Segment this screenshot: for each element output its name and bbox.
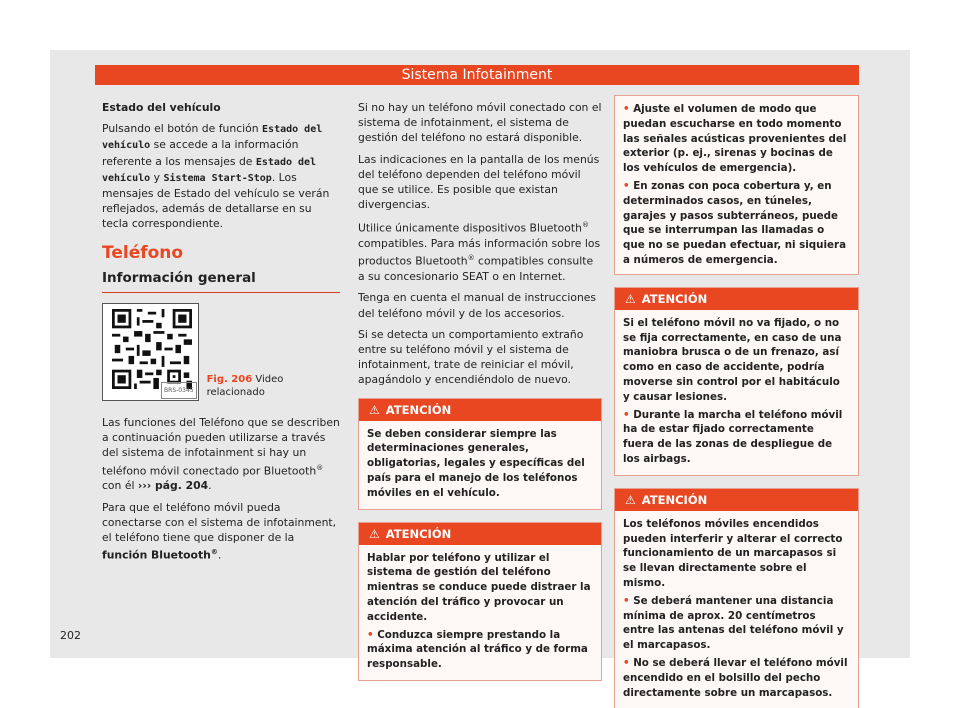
warning-box-2: ⚠ ATENCIÓN Hablar por teléfono y utilizar el sistema de gestión del teléfono mientras se conduce puede distraer la atención del tráfico y provocar un accidente. • Conduzca siempre prestando la máxima atención al tráfico y de forma responsable. xyxy=(358,522,602,681)
figure xyxy=(102,303,340,401)
paragraph-1: Si no hay un teléfono móvil conectado con el sistema de infotainment, el sistema de gestión del teléfono no estará disponible. xyxy=(358,101,602,145)
warning-icon: ⚠ xyxy=(625,492,636,507)
qr-code-icon xyxy=(109,309,195,389)
estado-title: Estado del vehículo xyxy=(102,101,221,114)
figure-caption: Fig. 206 Video relacionado xyxy=(206,374,284,399)
paragraph-5: Si se detecta un comportamiento extraño entre su teléfono móvil y el sistema de infotainment, trate de reiniciar el móvil, apagándolo y encendiéndolo de nuevo. xyxy=(358,327,584,387)
column-right xyxy=(614,95,859,708)
warning-icon: ⚠ xyxy=(369,402,380,417)
column-left xyxy=(102,100,340,569)
page-reference-link[interactable]: ››› pág. 204 xyxy=(137,479,209,493)
paragraph-4: Tenga en cuenta el manual de instrucciones del teléfono móvil y de los accesorios. xyxy=(358,291,597,320)
funciones-paragraph: Las funciones del Teléfono que se describen a continuación pueden utilizarse a través del sistema de infotainment si hay un teléfono móvil conectado por Bluetooth® con él ››› pág. 204. xyxy=(102,416,340,493)
page-number: 202 xyxy=(60,629,81,642)
warning-box-1: ⚠ ATENCIÓN Se deben considerar siempre las determinaciones generales, obligatorias, legales y específicas del país para el manejo de los teléfonos móviles en el vehículo. xyxy=(358,398,602,510)
paragraph-2: Las indicaciones en la pantalla de los menús del teléfono dependen del teléfono móvil que se utilice. Es posible que existan divergencias. xyxy=(358,152,600,212)
page-header: Sistema Infotainment xyxy=(95,65,859,85)
subsection-title: Información general xyxy=(102,271,340,293)
warning-icon: ⚠ xyxy=(625,291,636,306)
warning-continued-box: • Ajuste el volumen de modo que puedan escucharse en todo momento las señales acústicas provenientes del exterior (p. ej., sirenas y bocinas de los vehículos de emergencia). • En zonas con poca cobertura y, en determinados casos, en túneles, garajes y pasos subterráneos, puede que se interrumpan las llamadas o que no se puedan efectuar, ni siquiera a números de emergencia. xyxy=(614,95,859,275)
para-paragraph: Para que el teléfono móvil pueda conectarse con el sistema de infotainment, el teléfono tiene que disponer de la función Bluetooth®. xyxy=(102,500,337,562)
paragraph-3: Utilice únicamente dispositivos Bluetooth® compatibles. Para más información sobre los productos Bluetooth® compatibles consulte a su concesionario SEAT o en Internet. xyxy=(358,221,601,284)
warning-icon: ⚠ xyxy=(369,526,380,541)
qr-code-image[interactable] xyxy=(102,303,199,401)
column-middle xyxy=(358,100,602,693)
section-title: Teléfono xyxy=(102,242,184,263)
warning-box-3: ⚠ ATENCIÓN Si el teléfono móvil no va fijado, o no se fija correctamente, en caso de una maniobra brusca o de un frenazo, así como en caso de accidente, podría moverse sin control por el habitáculo y causar lesiones. • Durante la marcha el teléfono móvil ha de estar fijado correctamente fuera de las zonas de despliegue de los airbags. xyxy=(614,287,859,476)
figure-code: BRS-0345 xyxy=(161,382,197,399)
estado-paragraph: Pulsando el botón de función Estado del vehículo se accede a la información referente a los mensajes de Estado del vehículo y Sistema Start-Stop. Los mensajes de Estado del vehículo se verán reflejados, además de detallarse en su tecla correspondiente. xyxy=(102,122,330,231)
warning-box-4: ⚠ ATENCIÓN Los teléfonos móviles encendidos pueden interferir y alterar el correcto funcionamiento de un marcapasos si se llevan directamente sobre el mismo. • Se deberá mantener una distancia mínima de aprox. 20 centímetros entre las antenas del teléfono móvil y el marcapasos. • No se deberá llevar el teléfono móvil encendido en el bolsillo del pecho directamente sobre un marcapasos. xyxy=(614,488,859,708)
